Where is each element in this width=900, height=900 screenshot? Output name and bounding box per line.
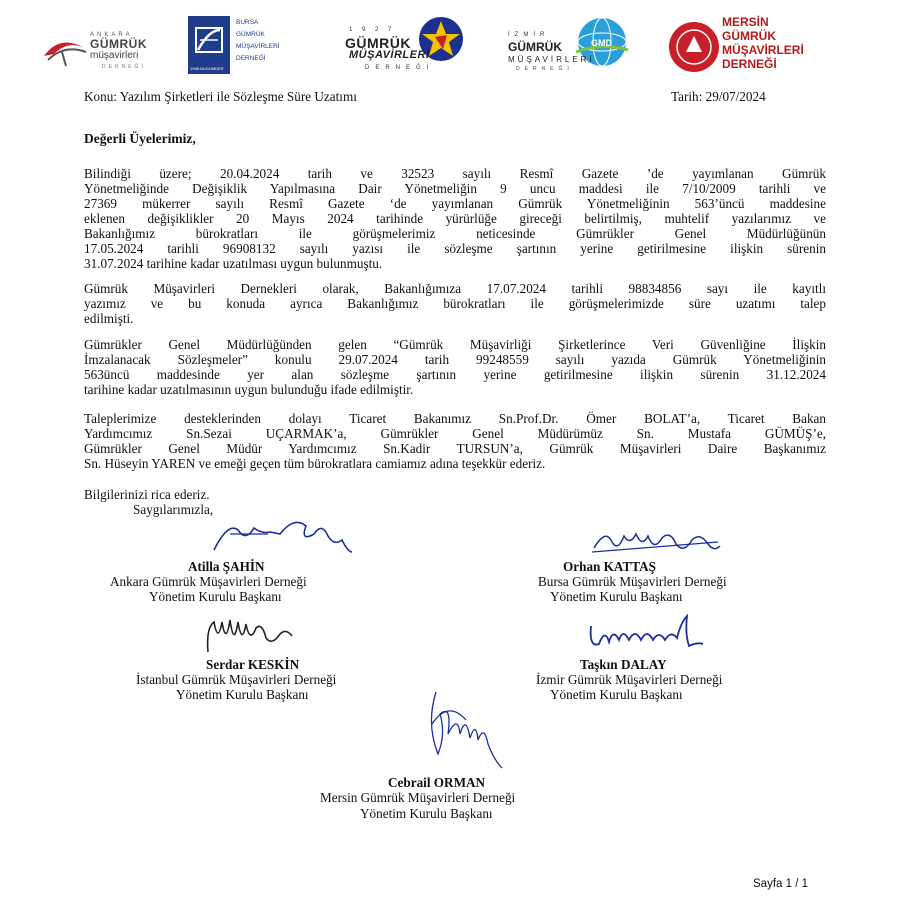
mersin-logo-line4: DERNEĞİ	[722, 57, 777, 71]
paragraph-line: Bakanlığımız bürokratları ile görüşmelerimiz neticesinde Gümrükler Genel Müdürlüğünün	[84, 226, 826, 241]
signatory-title: Yönetim Kurulu Başkanı	[360, 806, 493, 821]
signatory-name: Orhan KATTAŞ	[563, 559, 656, 574]
istanbul-logo-line1: GÜMRÜK	[345, 35, 411, 51]
signatory-title: Yönetim Kurulu Başkanı	[176, 687, 309, 702]
bursa-logo-line1: BURSA	[236, 19, 259, 26]
ankara-logo-line4: DERNEĞİ	[102, 64, 146, 70]
mersin-association-logo	[668, 14, 818, 84]
izmir-logo-line1: GÜMRÜK	[508, 40, 562, 54]
bursa-logo-emblem-icon	[188, 16, 230, 74]
greeting: Değerli Üyelerimiz,	[84, 131, 196, 146]
bursa-logo-line4: DERNEĞİ	[236, 55, 266, 62]
izmir-association-logo	[506, 12, 634, 80]
closing-regards: Saygılarımızla,	[133, 502, 214, 517]
ankara-association-logo	[40, 22, 162, 74]
letter-date: Tarih: 29/07/2024	[671, 89, 766, 104]
signatory-name: Serdar KESKİN	[206, 657, 300, 672]
signatory-title: Yönetim Kurulu Başkanı	[550, 589, 683, 604]
bursa-logo-line3: MÜŞAVİRLERİ	[236, 43, 280, 50]
paragraph-line: Sn. Hüseyin YAREN ve emeği geçen tüm bürokratlara camiamız adına teşekkür ederiz.	[84, 456, 546, 471]
paragraph-line: 27369 mükerrer sayılı Resmî Gazete ‘de yayımlanan Gümrük Yönetmeliğinin 563’üncü maddesine	[84, 196, 826, 211]
paragraph-line: edilmişti.	[84, 311, 134, 326]
signatory-title: Yönetim Kurulu Başkanı	[149, 589, 282, 604]
paragraph-line: tarihine kadar uzatılmasının uygun bulunduğu ifade edilmiştir.	[84, 382, 414, 397]
izmir-logo-line3: DERNEĞİ	[516, 66, 574, 72]
paragraph-2	[84, 281, 826, 326]
mersin-logo-seal-icon	[668, 14, 720, 80]
signatory-organization: Mersin Gümrük Müşavirleri Derneği	[320, 790, 516, 805]
signatory-organization: Bursa Gümrük Müşavirleri Derneği	[538, 574, 727, 589]
istanbul-logo-year: 1 9 2 7	[349, 27, 396, 33]
paragraph-4	[84, 411, 826, 471]
paragraph-line: Gümrükler Genel Müdür Yardımcımız Sn.Kadir TURSUN’a, Gümrük Müşavirleri Daire Başkanımız	[84, 441, 826, 456]
signatory-title: Yönetim Kurulu Başkanı	[550, 687, 683, 702]
izmir-logo-line0: İZMİR	[508, 32, 550, 38]
ankara-logo-emblem-icon	[40, 26, 90, 71]
paragraph-line: 17.05.2024 tarihli 96908132 sayılı yazısı ile sözleşme şartının yerine getirilmesine ilişkin sürenin	[84, 241, 826, 256]
paragraph-line: İmzalanacak Sözleşmeler” konulu 29.07.2024 tarih 99248559 sayılı yazıda Gümrük Yönetmeliğinin	[84, 352, 826, 367]
signatory-organization: İzmir Gümrük Müşavirleri Derneği	[536, 672, 723, 687]
signature-istanbul	[200, 608, 300, 660]
paragraph-line: eklenen değişiklikler 20 Mayıs 2024 tarihinde yürürlüğe gireceği belirtilmiş, muhtelif yazılarımız ve	[84, 211, 826, 226]
paragraph-line: 31.07.2024 tarihine kadar uzatılması uygun bulunmuştu.	[84, 256, 383, 271]
paragraph-line: Bilindiği üzere; 20.04.2024 tarih ve 32523 sayılı Resmî Gazete ’de yayımlanan Gümrük	[84, 166, 826, 181]
ankara-logo-line2: GÜMRÜK	[90, 37, 147, 51]
signatory-name: Atilla ŞAHİN	[188, 559, 265, 574]
istanbul-association-logo	[345, 15, 470, 77]
ankara-logo-line3: müşavirleri	[90, 50, 139, 61]
istanbul-logo-line3: DERNEĞİ	[365, 65, 435, 71]
bursa-logo-year: 1998-BUGÜMDER	[190, 66, 224, 71]
ankara-logo-line1: ANKARA	[90, 32, 133, 38]
signature-izmir	[585, 608, 710, 656]
signatory-name: Cebrail ORMAN	[388, 775, 486, 790]
mersin-logo-line3: MÜŞAVİRLERİ	[722, 43, 804, 57]
signature-bursa	[590, 522, 725, 558]
bursa-logo-line2: GÜMRÜK	[236, 31, 265, 38]
istanbul-logo-line2: MÜŞAVİRLERİ	[349, 49, 430, 61]
signature-mersin	[418, 684, 508, 776]
signature-ankara	[210, 512, 355, 560]
paragraph-3	[84, 337, 826, 397]
paragraph-line: Gümrük Müşavirleri Dernekleri olarak, Bakanlığımıza 17.07.2024 tarihli 98834856 sayı ile kayıtlı	[84, 281, 826, 296]
paragraph-1	[84, 166, 826, 271]
paragraph-line: Yardımcımız Sn.Sezai UÇARMAK’a, Gümrükler Genel Müdürümüz Sn. Mustafa GÜMÜŞ’e,	[84, 426, 826, 441]
signatory-organization: İstanbul Gümrük Müşavirleri Derneği	[136, 672, 337, 687]
signatory-organization: Ankara Gümrük Müşavirleri Derneği	[110, 574, 307, 589]
paragraph-line: Taleplerimize desteklerinden dolayı Ticaret Bakanımız Sn.Prof.Dr. Ömer BOLAT’a, Ticaret Bakan	[84, 411, 826, 426]
izmir-logo-line2: MÜŞAVİRLERİ	[508, 55, 595, 64]
signatory-name: Taşkın DALAY	[580, 657, 667, 672]
mersin-logo-line2: GÜMRÜK	[722, 29, 776, 43]
paragraph-line: 563üncü maddesinde yer alan sözleşme şartının yerine getirilmesine ilişkin sürenin 31.12.2024	[84, 367, 826, 382]
izmir-logo-badge: GMD	[591, 38, 612, 48]
paragraph-line: Gümrükler Genel Müdürlüğünden gelen “Gümrük Müşavirliği Şirketlerince Veri Güvenliğine İlişkin	[84, 337, 826, 352]
mersin-logo-line1: MERSİN	[722, 15, 769, 29]
closing-request: Bilgilerinizi rica ederiz.	[84, 487, 210, 502]
paragraph-line: yazımız ve bu konuda ayrıca Bakanlığımız bürokratları ile görüşmelerimizde süre uzatımı talep	[84, 296, 826, 311]
paragraph-line: Yönetmeliğinde Değişiklik Yapılmasına Dair Yönetmeliğin 9 uncu maddesi ile 7/10/2009 tarihli ve	[84, 181, 826, 196]
bursa-association-logo	[188, 16, 278, 74]
page-number: Sayfa 1 / 1	[753, 878, 808, 890]
letter-subject: Konu: Yazılım Şirketleri ile Sözleşme Süre Uzatımı	[84, 89, 357, 104]
